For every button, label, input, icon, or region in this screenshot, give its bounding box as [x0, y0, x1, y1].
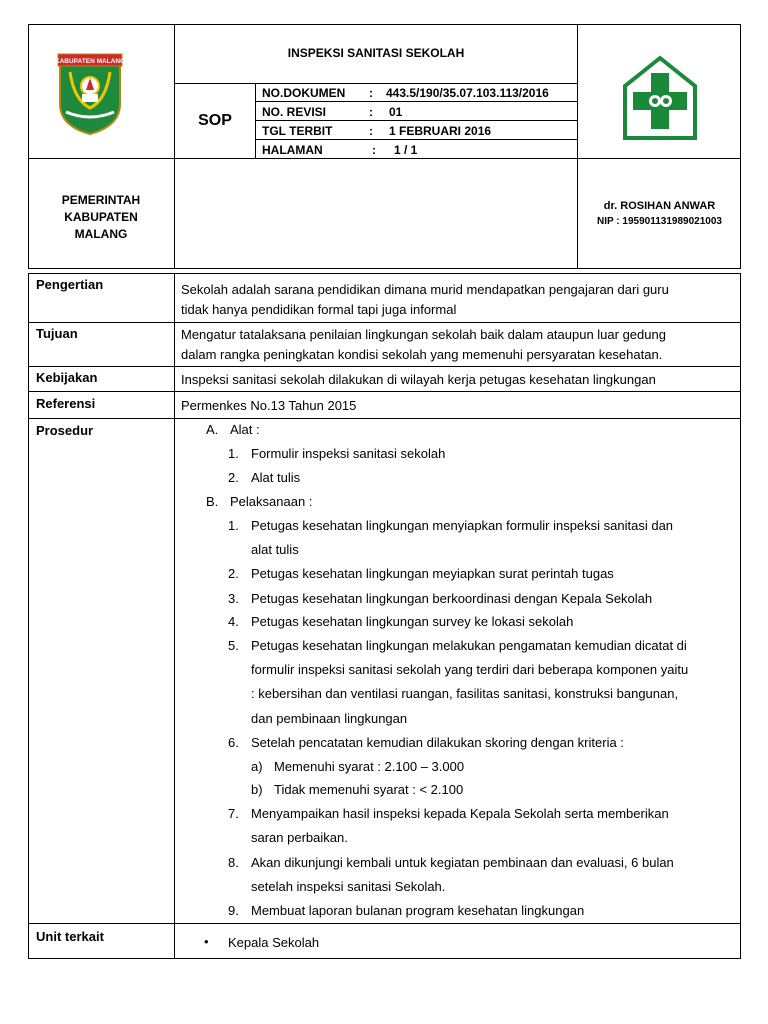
criteria-marker: b) [251, 782, 263, 797]
header-divider [174, 83, 577, 84]
header-divider [174, 24, 175, 269]
document-title: INSPEKSI SANITASI SEKOLAH [287, 46, 465, 60]
header-divider [255, 139, 577, 140]
list-item-line: Petugas kesehatan lingkungan berkoordinasi dengan Kepala Sekolah [251, 591, 653, 606]
list-number: 1. [228, 518, 239, 533]
list-item: Alat tulis [251, 470, 301, 485]
list-item-line: Akan dikunjungi kembali untuk kegiatan pembinaan dan evaluasi, 6 bulan [251, 855, 674, 870]
kebijakan-text: Inspeksi sanitasi sekolah dilakukan di wilayah kerja petugas kesehatan lingkungan [181, 372, 656, 387]
doc-row-label: HALAMAN [262, 143, 323, 157]
pelaksanaan-heading: Pelaksanaan : [230, 494, 313, 509]
list-marker: B. [206, 494, 219, 509]
org-line: MALANG [74, 227, 128, 241]
doc-row-colon: : [369, 86, 373, 100]
unit-item: Kepala Sekolah [228, 935, 320, 950]
list-number: 2. [228, 470, 239, 485]
doc-row-value: 443.5/190/35.07.103.113/2016 [386, 86, 549, 100]
section-label-pengertian: Pengertian [36, 277, 104, 292]
doc-row-colon: : [372, 143, 376, 157]
doc-row-colon: : [369, 105, 373, 119]
list-number: 4. [228, 614, 239, 629]
list-item-line: Setelah pencatatan kemudian dilakukan skoring dengan kriteria : [251, 735, 624, 750]
doc-row-value: 1 / 1 [394, 143, 418, 157]
criteria-item: Tidak memenuhi syarat : < 2.100 [274, 782, 464, 797]
section-label-unit-terkait: Unit terkait [36, 929, 104, 944]
tujuan-line: dalam rangka peningkatan kondisi sekolah yang memenuhi persyaratan kesehatan. [181, 347, 663, 362]
header-divider [255, 120, 577, 121]
list-item-line: Petugas kesehatan lingkungan meyiapkan surat perintah tugas [251, 566, 614, 581]
tujuan-line: Mengatur tatalaksana penilaian lingkungan sekolah baik dalam ataupun luar gedung [181, 327, 666, 342]
section-label-referensi: Referensi [36, 396, 96, 411]
list-number: 9. [228, 903, 239, 918]
list-number: 5. [228, 638, 239, 653]
org-line: KABUPATEN [64, 210, 138, 224]
list-number: 2. [228, 566, 239, 581]
header-divider [577, 24, 578, 269]
criteria-marker: a) [251, 759, 263, 774]
signer-name: dr. ROSIHAN ANWAR [603, 200, 716, 212]
list-item-line: Menyampaikan hasil inspeksi kepada Kepala Sekolah serta memberikan [251, 806, 669, 821]
doc-row-colon: : [369, 124, 373, 138]
doc-row-label: NO.DOKUMEN [262, 86, 346, 100]
list-item-line: alat tulis [251, 542, 299, 557]
list-number: 7. [228, 806, 239, 821]
section-label-tujuan: Tujuan [36, 326, 78, 341]
alat-heading: Alat : [230, 422, 260, 437]
list-number: 8. [228, 855, 239, 870]
section-label-kebijakan: Kebijakan [36, 370, 98, 385]
criteria-item: Memenuhi syarat : 2.100 – 3.000 [274, 759, 465, 774]
list-item-line: Petugas kesehatan lingkungan survey ke lokasi sekolah [251, 614, 574, 629]
pengertian-line: tidak hanya pendidikan formal tapi juga informal [181, 302, 457, 317]
doc-row-label: TGL TERBIT [262, 124, 333, 138]
list-number: 6. [228, 735, 239, 750]
signer-nip: NIP : 195901131989021003 [597, 216, 722, 227]
list-item-line: setelah inspeksi sanitasi Sekolah. [251, 879, 446, 894]
doc-row-value: 1 FEBRUARI 2016 [389, 124, 492, 138]
list-item-line: : kebersihan dan ventilasi ruangan, fasilitas sanitasi, konstruksi bangunan, [251, 686, 679, 701]
list-number: 1. [228, 446, 239, 461]
puskesmas-logo-icon [622, 55, 698, 141]
header-divider [28, 158, 741, 159]
org-line: PEMERINTAH [61, 193, 141, 207]
kabupaten-malang-emblem [56, 50, 124, 136]
pengertian-line: Sekolah adalah sarana pendidikan dimana murid mendapatkan pengajaran dari guru [181, 282, 669, 297]
section-label-prosedur: Prosedur [36, 423, 94, 438]
row-divider [28, 923, 741, 924]
list-item-line: saran perbaikan. [251, 830, 348, 845]
referensi-text: Permenkes No.13 Tahun 2015 [181, 398, 357, 413]
list-item-line: dan pembinaan lingkungan [251, 711, 408, 726]
list-item-line: Petugas kesehatan lingkungan menyiapkan formulir inspeksi sanitasi dan [251, 518, 674, 533]
list-number: 3. [228, 591, 239, 606]
sop-label: SOP [198, 112, 232, 129]
list-marker: A. [206, 422, 219, 437]
header-divider [255, 101, 577, 102]
svg-text:KABUPATEN MALANG: KABUPATEN MALANG [56, 58, 124, 65]
doc-row-label: NO. REVISI [262, 105, 327, 119]
list-item-line: Petugas kesehatan lingkungan melakukan pengamatan kemudian dicatat di [251, 638, 687, 653]
list-item-line: Membuat laporan bulanan program kesehatan lingkungan [251, 903, 585, 918]
bullet-icon: • [204, 934, 209, 949]
list-item: Formulir inspeksi sanitasi sekolah [251, 446, 446, 461]
doc-row-value: 01 [389, 105, 403, 119]
row-divider [28, 418, 741, 419]
list-item-line: formulir inspeksi sanitasi sekolah yang terdiri dari beberapa komponen yaitu [251, 662, 689, 677]
